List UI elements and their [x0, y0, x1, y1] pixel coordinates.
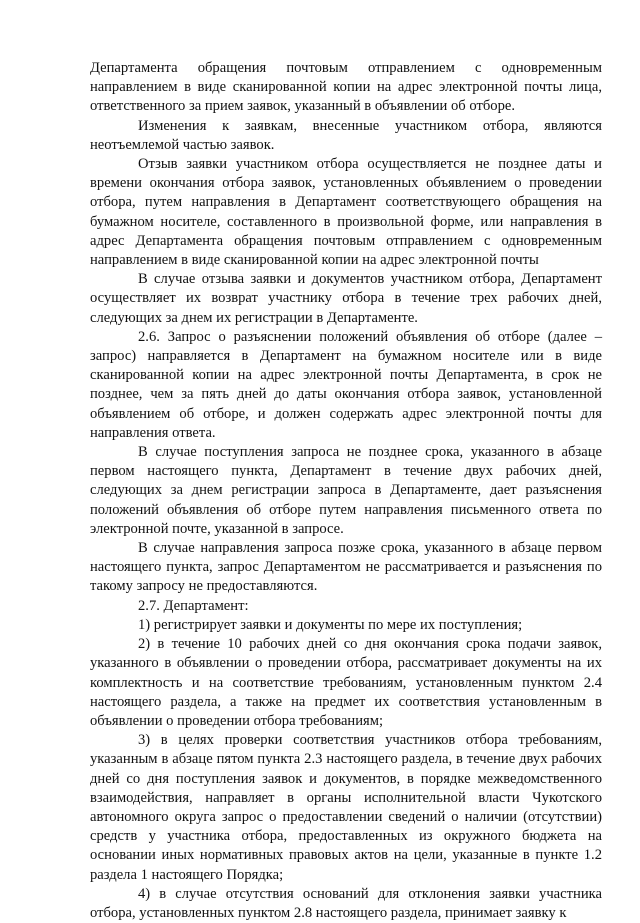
- list-item-1-registration: 1) регистрирует заявки и документы по мере их поступления;: [138, 616, 523, 633]
- paragraph-continuation: Департамента обращения почтовым отправлением с одновременным направлением в виде сканированной копии на адрес электронной почты лица, ответственного за прием заявок, указанный в объявлении об отборе.: [90, 60, 602, 115]
- paragraph-application-withdrawal: Отзыв заявки участником отбора осуществляется не позднее даты и времени окончания отбора заявок, установленных объявлением о проведении отбора, путем направления в Департамент соответствующего обращения на бумажном носителе, составленного в произвольной форме, или направления в адрес Департамента обращения почтовым отправлением с одновременным направлением в виде сканированной копии на адрес электронной почты: [90, 156, 602, 269]
- paragraph-changes-to-applications: Изменения к заявкам, внесенные участником отбора, являются неотъемлемой частью заявок.: [90, 117, 602, 153]
- paragraph-request-late: В случае направления запроса позже срока, указанного в абзаце первом настоящего пункта, запрос Департаментом не рассматривается и разъяснения по такому запросу не предоставляются.: [90, 540, 602, 595]
- list-item-3-interagency-request: 3) в целях проверки соответствия участников отбора требованиям, указанным в абзаце пятом пункта 2.3 настоящего раздела, в течение двух рабочих дней со дня поступления заявок и документов, в порядке межведомственного взаимодействия, направляет в органы исполнительной власти Чукотского автономного округа запрос о предоставлении сведений о наличии (отсутствии) средств у участника отбора, предоставленных из окружного бюджета на основании иных нормативных правовых актов на цели, указанные в пункте 1.2 раздела 1 настоящего Порядка;: [90, 732, 602, 883]
- paragraph-clause-2-6: 2.6. Запрос о разъяснении положений объявления об отборе (далее – запрос) направляется в Департамент на бумажном носителе или в виде сканированной копии на адрес электронной почты Департамента, в срок не позднее, чем за пять дней до даты окончания отбора заявок, установленной объявлением об отборе, и должен содержать адрес электронной почты для направления ответа.: [90, 328, 602, 441]
- list-item-2-review: 2) в течение 10 рабочих дней со дня окончания срока подачи заявок, указанного в объявлении о проведении отбора, рассматривает документы на их комплектность и на соответствие требованиям, установленным пунктом 2.4 настоящего раздела, а также на предмет их соответствия установленным в объявлении о проведении отбора требованиям;: [90, 636, 602, 729]
- document-body: [90, 59, 602, 923]
- paragraph-withdrawal-return: В случае отзыва заявки и документов участником отбора, Департамент осуществляет их возврат участнику отбора в течение трех рабочих дней, следующих за днем их регистрации в Департаменте.: [90, 271, 602, 326]
- paragraph-request-in-time: В случае поступления запроса не позднее срока, указанного в абзаце первом настоящего пункта, Департамент в течение двух рабочих дней, следующих за днем регистрации запроса в Департаменте, дает разъяснения положений объявления об отборе путем направления письменного ответа по электронной почте, указанной в запросе.: [90, 444, 602, 537]
- paragraph-clause-2-7-heading: 2.7. Департамент:: [138, 597, 249, 614]
- list-item-4-acceptance: 4) в случае отсутствия оснований для отклонения заявки участника отбора, установленных пунктом 2.8 настоящего раздела, принимает заявку к: [90, 885, 602, 921]
